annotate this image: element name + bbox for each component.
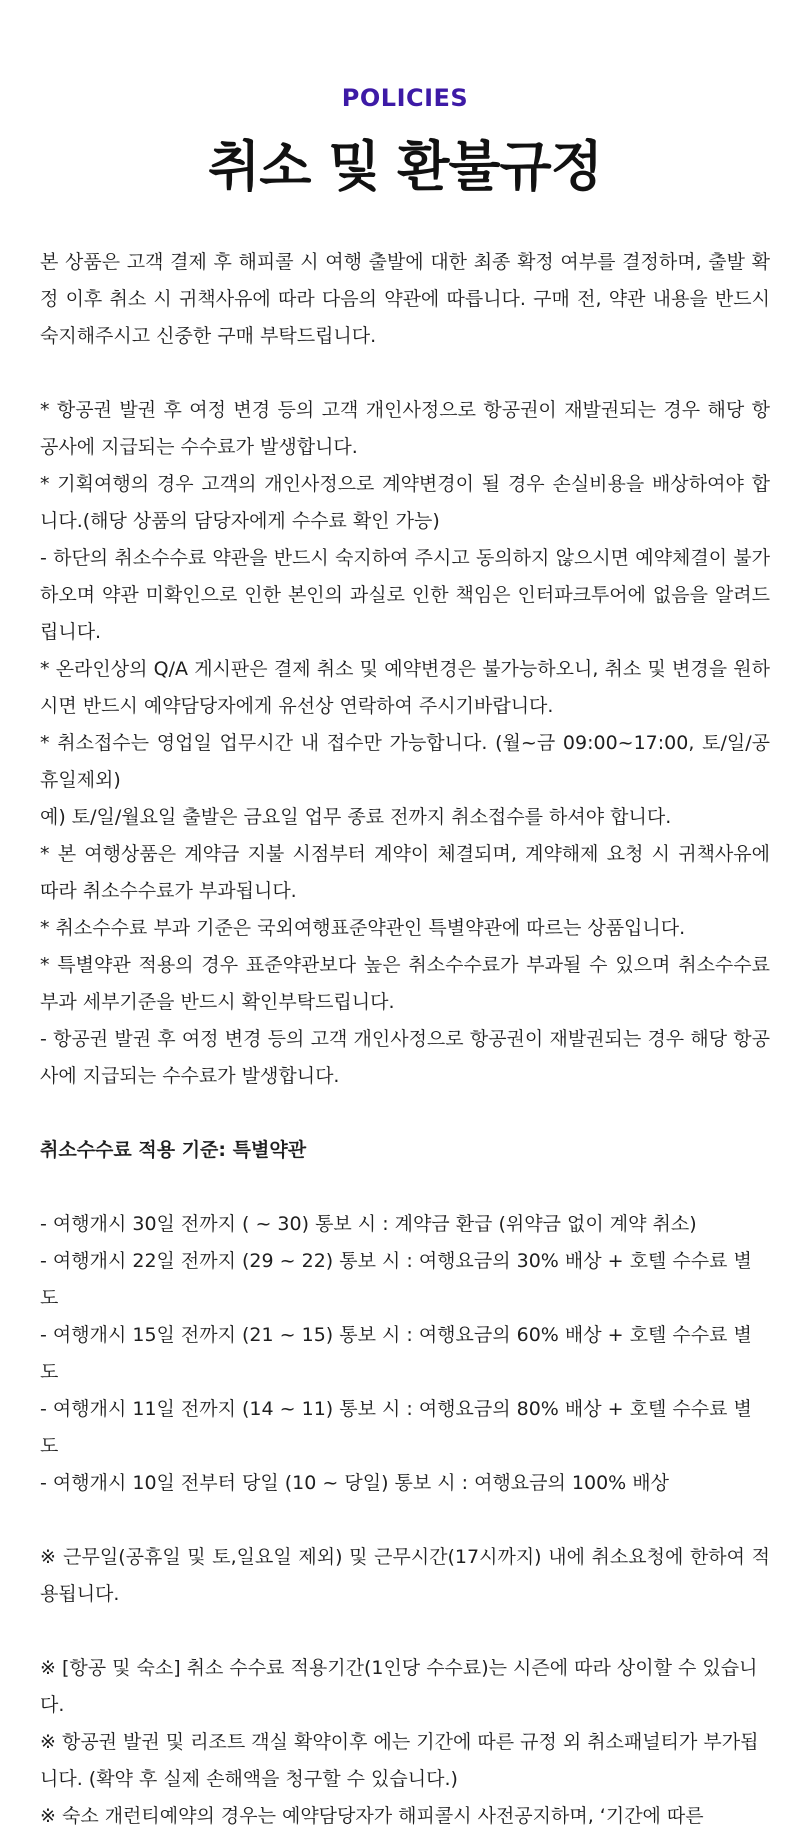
fee-rule: - 여행개시 10일 전부터 당일 (10 ~ 당일) 통보 시 : 여행요금의 100% 배상 [40,1472,669,1494]
fee-rule: - 여행개시 22일 전까지 (29 ~ 22) 통보 시 : 여행요금의 30% 배상 + 호텔 수수료 별도 [40,1250,752,1309]
fee-rule: - 여행개시 30일 전까지 ( ~ 30) 통보 시 : 계약금 환급 (위약금 없이 계약 취소) [40,1213,697,1235]
fee-heading: 취소수수료 적용 기준: 특별약관 [40,1139,307,1161]
fee-rule: - 여행개시 11일 전까지 (14 ~ 11) 통보 시 : 여행요금의 80% 배상 + 호텔 수수료 별도 [40,1398,752,1457]
notice-item: * 기획여행의 경우 고객의 개인사정으로 계약변경이 될 경우 손실비용을 배상하여야 합니다.(해당 상품의 담당자에게 수수료 확인 가능) [40,473,770,532]
notice-item: * 항공권 발권 후 여정 변경 등의 고객 개인사정으로 항공권이 재발권되는 경우 해당 항공사에 지급되는 수수료가 발생합니다. [40,399,770,458]
notice-item: - 하단의 취소수수료 약관을 반드시 숙지하여 주시고 동의하지 않으시면 예약체결이 불가하오며 약관 미확인으로 인한 본인의 과실로 인한 책임은 인터파크투어에 없음을 알려드립니다. [40,547,770,643]
section-eyebrow: POLICIES [341,84,469,112]
notice-item: * 본 여행상품은 계약금 지불 시점부터 계약이 체결되며, 계약해제 요청 시 귀책사유에 따라 취소수수료가 부과됩니다. [40,843,770,902]
extra-note: ※ [항공 및 숙소] 취소 수수료 적용기간(1인당 수수료)는 시즌에 따라 상이할 수 있습니다. [40,1657,758,1716]
notice-item: * 특별약관 적용의 경우 표준약관보다 높은 취소수수료가 부과될 수 있으며 취소수수료 부과 세부기준을 반드시 확인부탁드립니다. [40,954,770,1013]
fee-rule: - 여행개시 15일 전까지 (21 ~ 15) 통보 시 : 여행요금의 60% 배상 + 호텔 수수료 별도 [40,1324,752,1383]
policy-content [40,244,770,1835]
intro-paragraph: 본 상품은 고객 결제 후 해피콜 시 여행 출발에 대한 최종 확정 여부를 결정하며, 출발 확정 이후 취소 시 귀책사유에 따라 다음의 약관에 따릅니다. 구매 전, 약관 내용을 반드시 숙지해주시고 신중한 구매 부탁드립니다. [40,251,770,347]
notice-item: * 온라인상의 Q/A 게시판은 결제 취소 및 예약변경은 불가능하오니, 취소 및 변경을 원하시면 반드시 예약담당자에게 유선상 연락하여 주시기바랍니다. [40,658,770,717]
extra-note: ※ 숙소 개런티예약의 경우는 예약담당자가 해피콜시 사전공지하며, ‘기간에 따른 [40,1805,704,1827]
spacer [40,355,770,392]
spacer [40,1613,770,1650]
spacer [40,1169,770,1206]
notice-item: 예) 토/일/월요일 출발은 금요일 업무 종료 전까지 취소접수를 하셔야 합니다. [40,806,672,828]
spacer [40,1095,770,1132]
notice-item: - 항공권 발권 후 여정 변경 등의 고객 개인사정으로 항공권이 재발권되는 경우 해당 항공사에 지급되는 수수료가 발생합니다. [40,1028,770,1087]
page-title: 취소 및 환불규정 [208,135,602,198]
spacer [40,1502,770,1539]
working-day-note: ※ 근무일(공휴일 및 토,일요일 제외) 및 근무시간(17시까지) 내에 취소요청에 한하여 적용됩니다. [40,1546,770,1605]
notice-item: * 취소수수료 부과 기준은 국외여행표준약관인 특별약관에 따르는 상품입니다. [40,917,686,939]
notice-item: * 취소접수는 영업일 업무시간 내 접수만 가능합니다. (월~금 09:00~17:00, 토/일/공휴일제외) [40,732,770,791]
extra-note: ※ 항공권 발권 및 리조트 객실 확약이후 에는 기간에 따른 규정 외 취소패널티가 부가됩니다. (확약 후 실제 손해액을 청구할 수 있습니다.) [40,1731,759,1790]
